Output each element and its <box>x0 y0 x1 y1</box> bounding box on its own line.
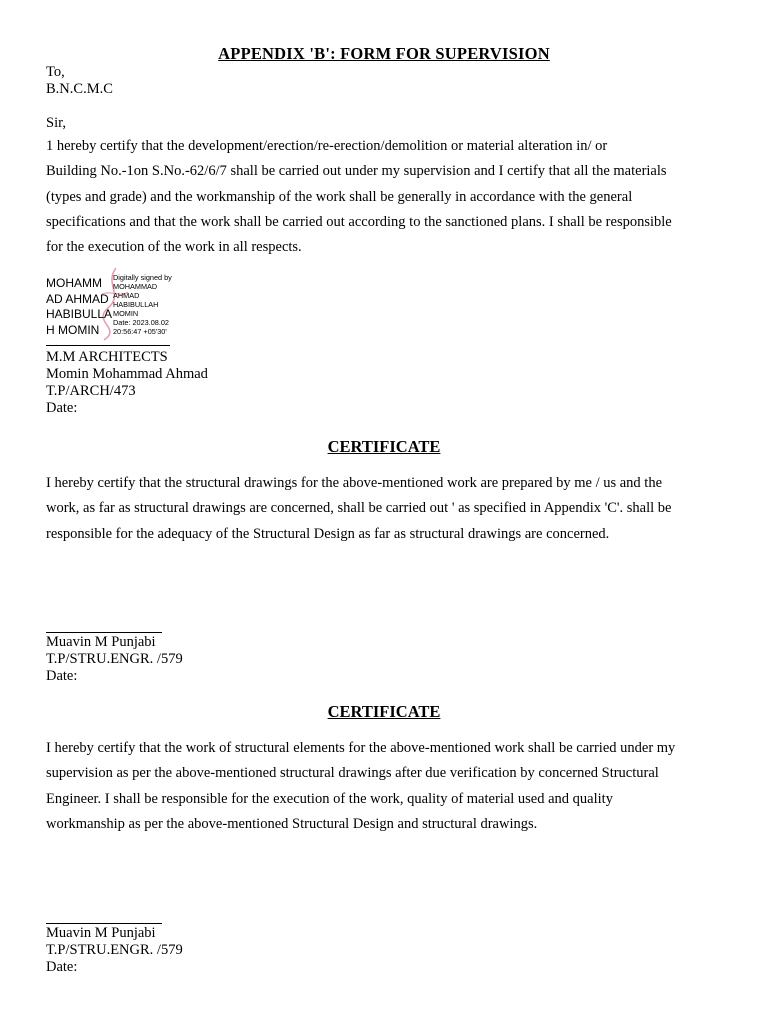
date-label: Date: <box>46 959 78 975</box>
body-line: specifications and that the work shall be carried out according to the sanctioned plans. I shall be responsible <box>46 213 672 230</box>
signature-detail-line: HABIBULLAH <box>113 300 159 309</box>
signer-name-line: HABIBULLA <box>46 307 113 321</box>
body-line: responsible for the adequacy of the Structural Design as far as structural drawings are concerned. <box>46 525 610 542</box>
salutation: Sir, <box>46 115 66 131</box>
firm-name: M.M ARCHITECTS <box>46 349 168 365</box>
appendix-title: APPENDIX 'B': FORM FOR SUPERVISION <box>218 44 550 63</box>
addressee: B.N.C.M.C <box>46 81 113 97</box>
body-line: supervision as per the above-mentioned structural drawings after due verification by concerned Structural <box>46 765 659 782</box>
signature-detail-line: Date: 2023.08.02 <box>113 318 169 327</box>
signature-rule <box>46 345 170 346</box>
signature-rule <box>46 923 162 924</box>
signature-detail-line: MOMIN <box>113 309 139 318</box>
digital-signature <box>46 270 246 340</box>
signature-detail-line: AHMAD <box>113 291 140 300</box>
signature-detail-line: MOHAMMAD <box>113 282 158 291</box>
body-line: I hereby certify that the work of structural elements for the above-mentioned work shall be carried under my <box>46 740 676 756</box>
signer-name-line: H MOMIN <box>46 322 100 337</box>
signature-details <box>113 273 172 336</box>
certificate-2-body <box>46 736 726 837</box>
signer-name-line: AD AHMAD <box>46 291 109 306</box>
architect-name: Momin Mohammad Ahmad <box>46 366 208 382</box>
signer-name-line: MOHAMM <box>46 276 102 290</box>
signature-detail-line: 20:56:47 +05'30' <box>113 327 167 336</box>
engineer-name: Muavin M Punjabi <box>46 925 156 941</box>
certificate-1-heading: CERTIFICATE <box>327 437 441 456</box>
signature-rule <box>46 632 162 633</box>
engineer-license: T.P/STRU.ENGR. /579 <box>46 942 183 958</box>
body-line: 1 hereby certify that the development/erection/re-erection/demolition or material alteration in/ or <box>46 138 608 154</box>
body-line: (types and grade) and the workmanship of the work shall be generally in accordance with the general <box>46 188 633 205</box>
body-line: I hereby certify that the structural drawings for the above-mentioned work are prepared by me / us and the <box>46 475 663 491</box>
date-label: Date: <box>46 400 78 416</box>
certificate-1-body <box>46 471 726 547</box>
signer-name <box>46 276 112 338</box>
architect-license: T.P/ARCH/473 <box>46 383 136 399</box>
engineer-name: Muavin M Punjabi <box>46 634 156 650</box>
body-line: Building No.-1on S.No.-62/6/7 shall be carried out under my supervision and I certify that all the materials <box>46 163 667 180</box>
body-line: workmanship as per the above-mentioned Structural Design and structural drawings. <box>46 815 538 832</box>
date-label: Date: <box>46 668 78 684</box>
signature-detail-line: Digitally signed by <box>113 273 172 282</box>
supervision-body <box>46 134 726 260</box>
certificate-2-heading: CERTIFICATE <box>327 702 441 721</box>
body-line: work, as far as structural drawings are concerned, shall be carried out ' as specified in Appendix 'C'. shall be <box>46 500 672 517</box>
body-line: for the execution of the work in all respects. <box>46 239 302 256</box>
body-line: Engineer. I shall be responsible for the execution of the work, quality of material used and quality <box>46 790 613 807</box>
engineer-license: T.P/STRU.ENGR. /579 <box>46 651 183 667</box>
to-line: To, <box>46 64 65 80</box>
